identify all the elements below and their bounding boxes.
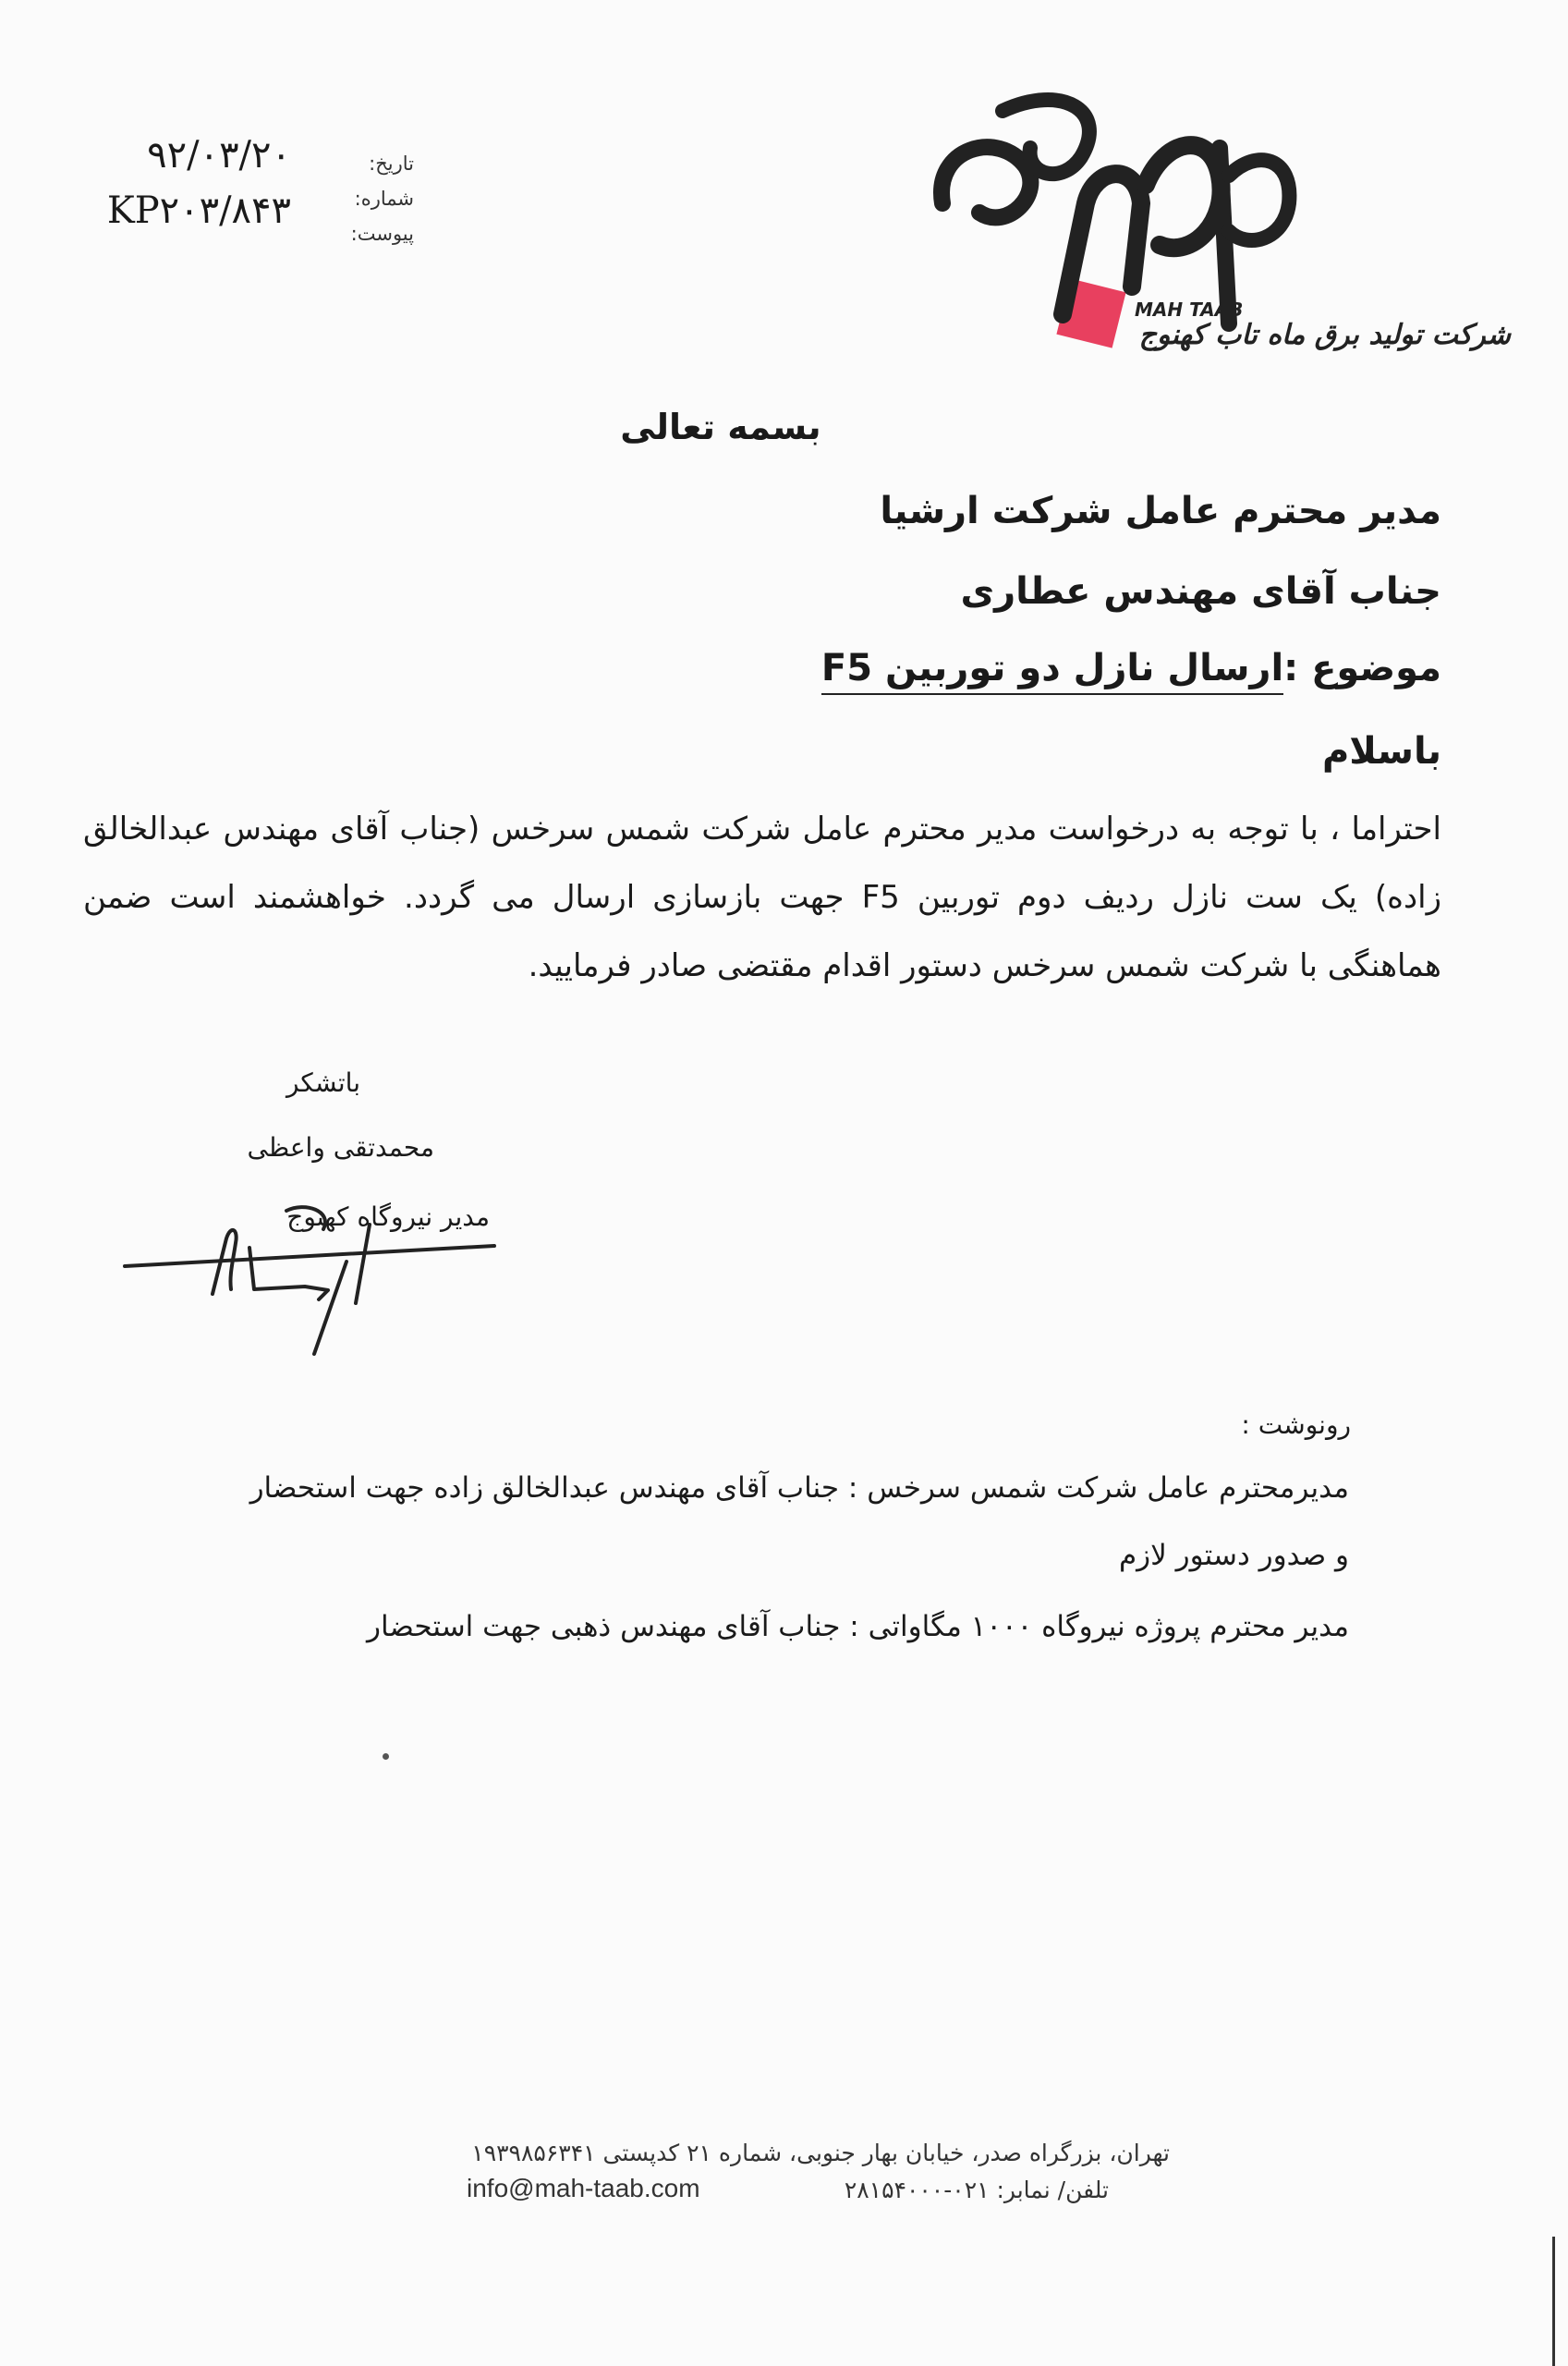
recipient-name: جناب آقای مهندس عطاری bbox=[960, 570, 1441, 613]
subject-text: ارسال نازل دو توربین F5 bbox=[821, 647, 1283, 695]
logo-latin-mark: MAH TAAB bbox=[1135, 299, 1244, 321]
signature-closing: باتشکر bbox=[286, 1067, 360, 1098]
signer-title: مدیر نیروگاه کهنوج bbox=[286, 1201, 490, 1232]
recipient-title: مدیر محترم عامل شرکت ارشیا bbox=[880, 490, 1441, 532]
opening-invocation: بسمه تعالی bbox=[620, 407, 821, 447]
scan-speck bbox=[383, 1753, 389, 1760]
cc-title: رونوشت : bbox=[1241, 1409, 1351, 1440]
handwritten-signature bbox=[120, 1174, 517, 1368]
company-logo bbox=[924, 74, 1312, 360]
cc-line: و صدور دستور لازم bbox=[1118, 1539, 1349, 1572]
attachment-label: پیوست: bbox=[350, 223, 414, 245]
cc-line: مدیر محترم پروژه نیروگاه ۱۰۰۰ مگاواتی : جناب آقای مهندس ذهبی جهت استحضار bbox=[367, 1610, 1349, 1643]
document-meta-labels bbox=[312, 146, 414, 251]
number-label: شماره: bbox=[354, 188, 414, 210]
date-label: تاریخ: bbox=[369, 152, 414, 175]
footer-address: تهران، بزرگراه صدر، خیابان بهار جنوبی، شماره ۲۱ کدپستی ۱۹۳۹۸۵۶۳۴۱ bbox=[471, 2140, 1170, 2166]
letter-body: احتراما ، با توجه به درخواست مدیر محترم عامل شرکت شمس سرخس (جناب آقای مهندس عبدالخالق زاده) یک ست نازل ردیف دوم توربین F5 جهت بازسازی ارسال می گردد. خواهشمند است ضمن هماهنگی با شرکت شمس سرخس دستور اقدام مقتضی صادر فرمایید. bbox=[83, 811, 1441, 984]
date-value: ۹۲/۰۳/۲۰ bbox=[147, 134, 291, 177]
footer-phone: تلفن/ نمابر: ۰۲۱-۲۸۱۵۴۰۰۰ bbox=[844, 2177, 1109, 2203]
signer-name: محمدتقی واعظی bbox=[247, 1132, 434, 1163]
cc-line: مدیرمحترم عامل شرکت شمس سرخس : جناب آقای مهندس عبدالخالق زاده جهت استحضار bbox=[249, 1471, 1349, 1505]
scan-edge bbox=[1552, 2237, 1555, 2366]
number-value: KP۲۰۳/۸۴۳ bbox=[106, 189, 291, 232]
company-name: شرکت تولید برق ماه تاب کهنوج bbox=[1138, 319, 1511, 351]
footer-email: info@mah-taab.com bbox=[467, 2174, 700, 2202]
subject-line bbox=[425, 647, 1441, 689]
salutation: باسلام bbox=[1321, 730, 1441, 773]
document-meta-values bbox=[79, 128, 291, 238]
subject-label: موضوع : bbox=[1283, 647, 1441, 689]
